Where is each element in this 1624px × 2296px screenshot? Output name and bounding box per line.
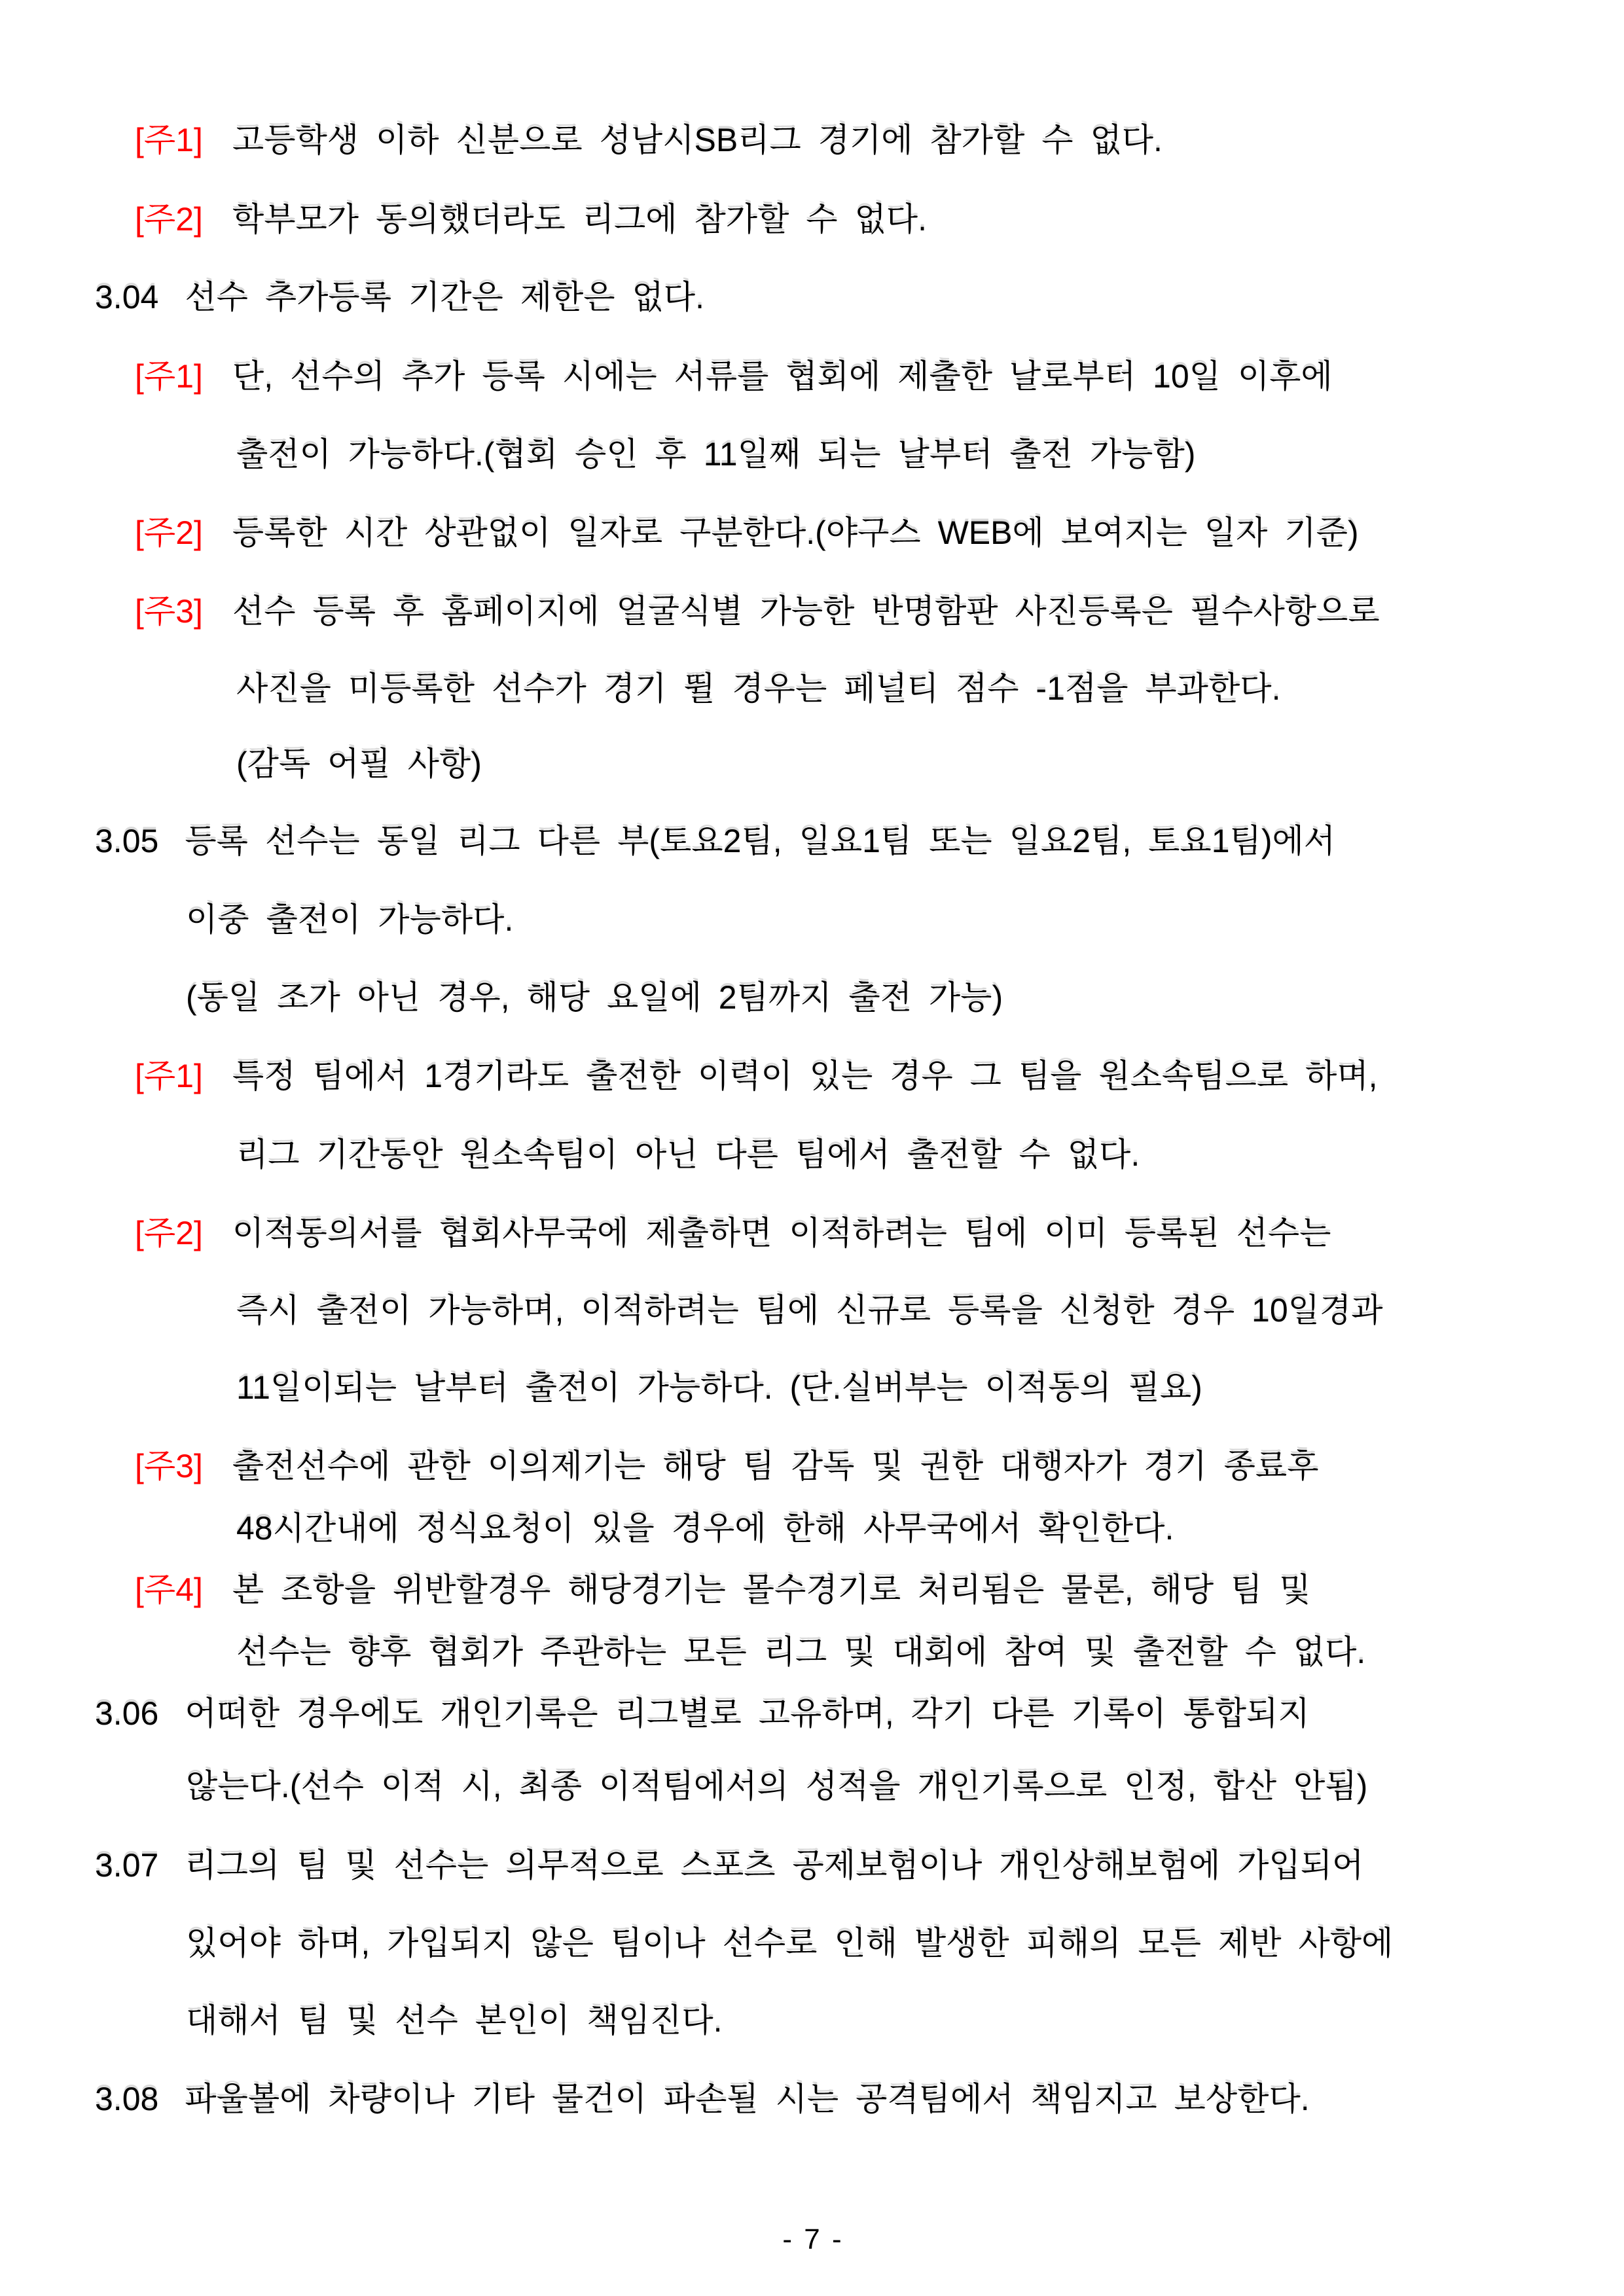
line-text: 리그 기간동안 원소속팀이 아닌 다른 팀에서 출전할 수 없다. <box>236 1136 1140 1173</box>
line-text: 출전이 가능하다.(협회 승인 후 11일째 되는 날부터 출전 가능함) <box>236 436 1196 473</box>
line-text: 어떠한 경우에도 개인기록은 리그별로 고유하며, 각기 다른 기록이 통합되지 <box>185 1695 1310 1732</box>
text-line <box>135 1573 1311 1606</box>
text-line <box>135 1217 1331 1249</box>
line-text: 않는다.(선수 이적 시, 최종 이적팀에서의 성적을 개인기록으로 인정, 합산 안됨) <box>186 1768 1368 1804</box>
text-line <box>135 516 1359 549</box>
note-marker: [주4] <box>135 1571 203 1608</box>
text-line <box>236 1512 1174 1545</box>
text-line <box>186 903 513 936</box>
line-text: 등록한 시간 상관없이 일자로 구분한다.(야구스 WEB에 보여지는 일자 기준) <box>232 514 1359 551</box>
note-marker: [주2] <box>135 1215 203 1251</box>
line-text: 11일이되는 날부터 출전이 가능하다. (단.실버부는 이적동의 필요) <box>236 1369 1202 1406</box>
note-marker: [주3] <box>135 1448 203 1484</box>
text-line <box>135 1450 1319 1482</box>
line-text: 학부모가 동의했더라도 리그에 참가할 수 없다. <box>232 201 927 238</box>
section-number: 3.04 <box>95 279 159 315</box>
line-text: 등록 선수는 동일 리그 다른 부(토요2팀, 일요1팀 또는 일요2팀, 토요1팀)에서 <box>185 823 1336 859</box>
note-marker: [주3] <box>135 593 203 630</box>
line-text: 출전선수에 관한 이의제기는 해당 팀 감독 및 권한 대행자가 경기 종료후 <box>232 1448 1319 1484</box>
line-text: 특정 팀에서 1경기라도 출전한 이력이 있는 경우 그 팀을 원소속팀으로 하며, <box>232 1058 1378 1094</box>
note-marker: [주2] <box>135 201 203 238</box>
line-text: 파울볼에 차량이나 기타 물건이 파손될 시는 공격팀에서 책임지고 보상한다. <box>185 2081 1310 2117</box>
note-marker: [주1] <box>135 122 203 158</box>
line-text: 있어야 하며, 가입되지 않은 팀이나 선수로 인해 발생한 피해의 모든 제반 사항에 <box>186 1925 1394 1962</box>
text-line <box>135 1060 1378 1092</box>
line-text: 이적동의서를 협회사무국에 제출하면 이적하려는 팀에 이미 등록된 선수는 <box>232 1215 1331 1251</box>
text-line <box>95 2083 1310 2115</box>
line-text: 선수 추가등록 기간은 제한은 없다. <box>185 279 704 315</box>
line-text: 리그의 팀 및 선수는 의무적으로 스포츠 공제보험이나 개인상해보험에 가입되어 <box>185 1847 1364 1884</box>
line-text: 이중 출전이 가능하다. <box>186 901 514 938</box>
text-line <box>95 281 704 314</box>
line-text: 즉시 출전이 가능하며, 이적하려는 팀에 신규로 등록을 신청한 경우 10일경과 <box>236 1292 1383 1329</box>
text-line <box>135 595 1380 628</box>
text-line <box>236 1371 1202 1404</box>
line-text: 선수는 향후 협회가 주관하는 모든 리그 및 대회에 참여 및 출전할 수 없다. <box>236 1634 1366 1670</box>
line-text: 48시간내에 정식요청이 있을 경우에 한해 사무국에서 확인한다. <box>236 1510 1174 1547</box>
line-text: (동일 조가 아닌 경우, 해당 요일에 2팀까지 출전 가능) <box>186 979 1003 1016</box>
text-line <box>236 672 1280 705</box>
text-line <box>186 981 1003 1014</box>
section-number: 3.07 <box>95 1847 159 1884</box>
note-marker: [주2] <box>135 514 203 551</box>
text-line <box>236 438 1195 471</box>
text-line <box>236 1636 1365 1668</box>
text-line <box>236 747 482 780</box>
section-number: 3.05 <box>95 823 159 859</box>
text-line <box>186 1770 1367 1803</box>
note-marker: [주1] <box>135 1058 203 1094</box>
note-marker: [주1] <box>135 358 203 395</box>
text-line <box>135 203 927 236</box>
text-line <box>135 124 1163 156</box>
line-text: 고등학생 이하 신분으로 성남시SB리그 경기에 참가할 수 없다. <box>232 122 1163 158</box>
section-number: 3.08 <box>95 2081 159 2117</box>
line-text: 단, 선수의 추가 등록 시에는 서류를 협회에 제출한 날로부터 10일 이후에 <box>232 358 1333 395</box>
line-text: 사진을 미등록한 선수가 경기 뛸 경우는 페널티 점수 -1점을 부과한다. <box>236 670 1281 707</box>
text-line <box>186 2004 723 2037</box>
section-number: 3.06 <box>95 1695 159 1732</box>
text-line <box>186 1927 1393 1960</box>
line-text: (감독 어필 사항) <box>236 745 482 782</box>
page-number: - 7 - <box>782 2223 842 2255</box>
text-line <box>135 360 1333 393</box>
text-line <box>95 825 1335 857</box>
text-line <box>236 1138 1140 1171</box>
text-line <box>95 1849 1363 1882</box>
line-text: 대해서 팀 및 선수 본인이 책임진다. <box>186 2002 723 2039</box>
text-line <box>95 1697 1310 1730</box>
line-text: 본 조항을 위반할경우 해당경기는 몰수경기로 처리됨은 물론, 해당 팀 및 <box>232 1571 1311 1608</box>
line-text: 선수 등록 후 홈페이지에 얼굴식별 가능한 반명함판 사진등록은 필수사항으로 <box>232 593 1380 630</box>
text-line <box>236 1294 1383 1327</box>
